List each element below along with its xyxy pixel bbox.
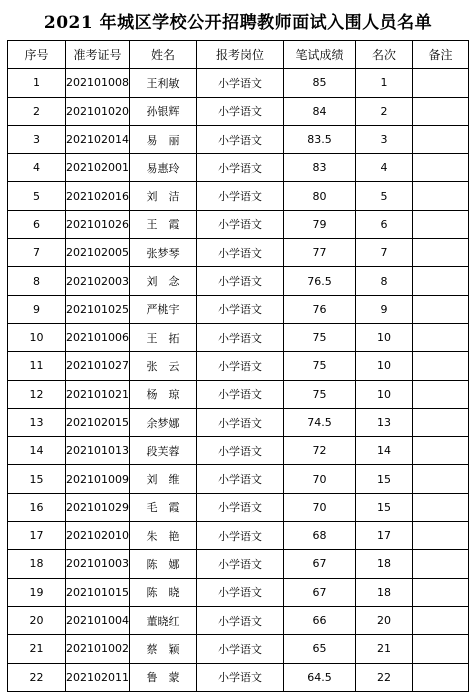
rank-cell: 1 <box>356 69 413 97</box>
table-row <box>8 239 469 267</box>
remark-cell <box>413 295 469 323</box>
name-cell: 董晓红 <box>130 606 197 634</box>
table-row <box>8 210 469 238</box>
header-position: 报考岗位 <box>197 41 284 69</box>
remark-cell <box>413 635 469 663</box>
name-cell: 刘 维 <box>130 465 197 493</box>
header-index: 序号 <box>8 41 66 69</box>
exam-id-cell: 202102014 <box>66 125 130 153</box>
table-row <box>8 125 469 153</box>
remark-cell <box>413 408 469 436</box>
rank-cell: 10 <box>356 323 413 351</box>
exam-id-cell: 202101013 <box>66 437 130 465</box>
rank-cell: 22 <box>356 663 413 691</box>
position-cell: 小学语文 <box>197 154 284 182</box>
position-cell: 小学语文 <box>197 663 284 691</box>
score-cell: 75 <box>284 323 356 351</box>
name-cell: 杨 琼 <box>130 380 197 408</box>
remark-cell <box>413 97 469 125</box>
index-cell: 20 <box>8 606 66 634</box>
position-cell: 小学语文 <box>197 239 284 267</box>
score-cell: 70 <box>284 465 356 493</box>
score-cell: 79 <box>284 210 356 238</box>
index-cell: 17 <box>8 522 66 550</box>
exam-id-cell: 202101020 <box>66 97 130 125</box>
index-cell: 13 <box>8 408 66 436</box>
position-cell: 小学语文 <box>197 550 284 578</box>
header-score: 笔试成绩 <box>284 41 356 69</box>
rank-cell: 8 <box>356 267 413 295</box>
index-cell: 16 <box>8 493 66 521</box>
table-row <box>8 635 469 663</box>
index-cell: 6 <box>8 210 66 238</box>
name-cell: 王 拓 <box>130 323 197 351</box>
remark-cell <box>413 663 469 691</box>
score-cell: 84 <box>284 97 356 125</box>
position-cell: 小学语文 <box>197 352 284 380</box>
index-cell: 14 <box>8 437 66 465</box>
score-cell: 70 <box>284 493 356 521</box>
remark-cell <box>413 578 469 606</box>
exam-id-cell: 202101029 <box>66 493 130 521</box>
position-cell: 小学语文 <box>197 465 284 493</box>
score-cell: 75 <box>284 352 356 380</box>
name-cell: 张 云 <box>130 352 197 380</box>
name-cell: 孙银辉 <box>130 97 197 125</box>
score-cell: 67 <box>284 550 356 578</box>
exam-id-cell: 202102015 <box>66 408 130 436</box>
rank-cell: 4 <box>356 154 413 182</box>
index-cell: 5 <box>8 182 66 210</box>
index-cell: 7 <box>8 239 66 267</box>
remark-cell <box>413 465 469 493</box>
exam-id-cell: 202102003 <box>66 267 130 295</box>
table-row <box>8 493 469 521</box>
rank-cell: 15 <box>356 493 413 521</box>
index-cell: 21 <box>8 635 66 663</box>
table-row <box>8 267 469 295</box>
score-cell: 83 <box>284 154 356 182</box>
score-cell: 85 <box>284 69 356 97</box>
index-cell: 8 <box>8 267 66 295</box>
position-cell: 小学语文 <box>197 182 284 210</box>
rank-cell: 13 <box>356 408 413 436</box>
rank-cell: 3 <box>356 125 413 153</box>
rank-cell: 10 <box>356 380 413 408</box>
index-cell: 12 <box>8 380 66 408</box>
index-cell: 11 <box>8 352 66 380</box>
header-exam-id: 准考证号 <box>66 41 130 69</box>
remark-cell <box>413 550 469 578</box>
remark-cell <box>413 154 469 182</box>
position-cell: 小学语文 <box>197 69 284 97</box>
position-cell: 小学语文 <box>197 97 284 125</box>
name-cell: 易 丽 <box>130 125 197 153</box>
position-cell: 小学语文 <box>197 408 284 436</box>
position-cell: 小学语文 <box>197 606 284 634</box>
rank-cell: 9 <box>356 295 413 323</box>
table-row <box>8 352 469 380</box>
table-row <box>8 550 469 578</box>
name-cell: 张梦琴 <box>130 239 197 267</box>
remark-cell <box>413 380 469 408</box>
rank-cell: 18 <box>356 578 413 606</box>
remark-cell <box>413 69 469 97</box>
index-cell: 18 <box>8 550 66 578</box>
remark-cell <box>413 437 469 465</box>
table-row <box>8 606 469 634</box>
name-cell: 易惠玲 <box>130 154 197 182</box>
score-cell: 72 <box>284 437 356 465</box>
name-cell: 刘 念 <box>130 267 197 295</box>
position-cell: 小学语文 <box>197 295 284 323</box>
score-cell: 76 <box>284 295 356 323</box>
exam-id-cell: 202101002 <box>66 635 130 663</box>
table-body <box>8 69 469 692</box>
index-cell: 9 <box>8 295 66 323</box>
position-cell: 小学语文 <box>197 493 284 521</box>
remark-cell <box>413 493 469 521</box>
name-cell: 陈 晓 <box>130 578 197 606</box>
table-row <box>8 323 469 351</box>
exam-id-cell: 202102005 <box>66 239 130 267</box>
score-cell: 83.5 <box>284 125 356 153</box>
table-row <box>8 97 469 125</box>
index-cell: 4 <box>8 154 66 182</box>
table-row <box>8 578 469 606</box>
exam-id-cell: 202101004 <box>66 606 130 634</box>
exam-id-cell: 202101009 <box>66 465 130 493</box>
table-row <box>8 154 469 182</box>
table-row <box>8 295 469 323</box>
candidate-table <box>7 40 469 692</box>
remark-cell <box>413 210 469 238</box>
exam-id-cell: 202102011 <box>66 663 130 691</box>
index-cell: 15 <box>8 465 66 493</box>
exam-id-cell: 202101026 <box>66 210 130 238</box>
exam-id-cell: 202101021 <box>66 380 130 408</box>
exam-id-cell: 202101015 <box>66 578 130 606</box>
position-cell: 小学语文 <box>197 210 284 238</box>
table-row <box>8 69 469 97</box>
document-title: 2021 年城区学校公开招聘教师面试入围人员名单 <box>43 12 433 33</box>
exam-id-cell: 202102016 <box>66 182 130 210</box>
position-cell: 小学语文 <box>197 380 284 408</box>
name-cell: 陈 娜 <box>130 550 197 578</box>
index-cell: 10 <box>8 323 66 351</box>
name-cell: 余梦娜 <box>130 408 197 436</box>
position-cell: 小学语文 <box>197 522 284 550</box>
score-cell: 67 <box>284 578 356 606</box>
header-remark: 备注 <box>413 41 469 69</box>
index-cell: 19 <box>8 578 66 606</box>
index-cell: 3 <box>8 125 66 153</box>
position-cell: 小学语文 <box>197 635 284 663</box>
exam-id-cell: 202101027 <box>66 352 130 380</box>
score-cell: 64.5 <box>284 663 356 691</box>
remark-cell <box>413 182 469 210</box>
score-cell: 74.5 <box>284 408 356 436</box>
table-row <box>8 522 469 550</box>
remark-cell <box>413 352 469 380</box>
score-cell: 75 <box>284 380 356 408</box>
remark-cell <box>413 323 469 351</box>
rank-cell: 14 <box>356 437 413 465</box>
score-cell: 65 <box>284 635 356 663</box>
position-cell: 小学语文 <box>197 578 284 606</box>
score-cell: 77 <box>284 239 356 267</box>
remark-cell <box>413 522 469 550</box>
index-cell: 2 <box>8 97 66 125</box>
score-cell: 68 <box>284 522 356 550</box>
header-name: 姓名 <box>130 41 197 69</box>
rank-cell: 18 <box>356 550 413 578</box>
position-cell: 小学语文 <box>197 437 284 465</box>
rank-cell: 7 <box>356 239 413 267</box>
header-row <box>8 41 469 69</box>
rank-cell: 10 <box>356 352 413 380</box>
table-row <box>8 663 469 691</box>
rank-cell: 17 <box>356 522 413 550</box>
exam-id-cell: 202101008 <box>66 69 130 97</box>
rank-cell: 20 <box>356 606 413 634</box>
name-cell: 严桃宇 <box>130 295 197 323</box>
header-rank: 名次 <box>356 41 413 69</box>
remark-cell <box>413 606 469 634</box>
table-row <box>8 408 469 436</box>
remark-cell <box>413 267 469 295</box>
exam-id-cell: 202101006 <box>66 323 130 351</box>
index-cell: 22 <box>8 663 66 691</box>
name-cell: 朱 艳 <box>130 522 197 550</box>
remark-cell <box>413 125 469 153</box>
name-cell: 鲁 蒙 <box>130 663 197 691</box>
exam-id-cell: 202101025 <box>66 295 130 323</box>
exam-id-cell: 202101003 <box>66 550 130 578</box>
exam-id-cell: 202102001 <box>66 154 130 182</box>
rank-cell: 6 <box>356 210 413 238</box>
position-cell: 小学语文 <box>197 267 284 295</box>
position-cell: 小学语文 <box>197 125 284 153</box>
rank-cell: 2 <box>356 97 413 125</box>
remark-cell <box>413 239 469 267</box>
rank-cell: 5 <box>356 182 413 210</box>
table-row <box>8 437 469 465</box>
table-row <box>8 465 469 493</box>
table-row <box>8 182 469 210</box>
index-cell: 1 <box>8 69 66 97</box>
position-cell: 小学语文 <box>197 323 284 351</box>
score-cell: 76.5 <box>284 267 356 295</box>
exam-id-cell: 202102010 <box>66 522 130 550</box>
name-cell: 刘 洁 <box>130 182 197 210</box>
name-cell: 王 霞 <box>130 210 197 238</box>
score-cell: 80 <box>284 182 356 210</box>
name-cell: 蔡 颖 <box>130 635 197 663</box>
score-cell: 66 <box>284 606 356 634</box>
name-cell: 毛 霞 <box>130 493 197 521</box>
name-cell: 段芙蓉 <box>130 437 197 465</box>
table-row <box>8 380 469 408</box>
name-cell: 王利敏 <box>130 69 197 97</box>
rank-cell: 15 <box>356 465 413 493</box>
rank-cell: 21 <box>356 635 413 663</box>
